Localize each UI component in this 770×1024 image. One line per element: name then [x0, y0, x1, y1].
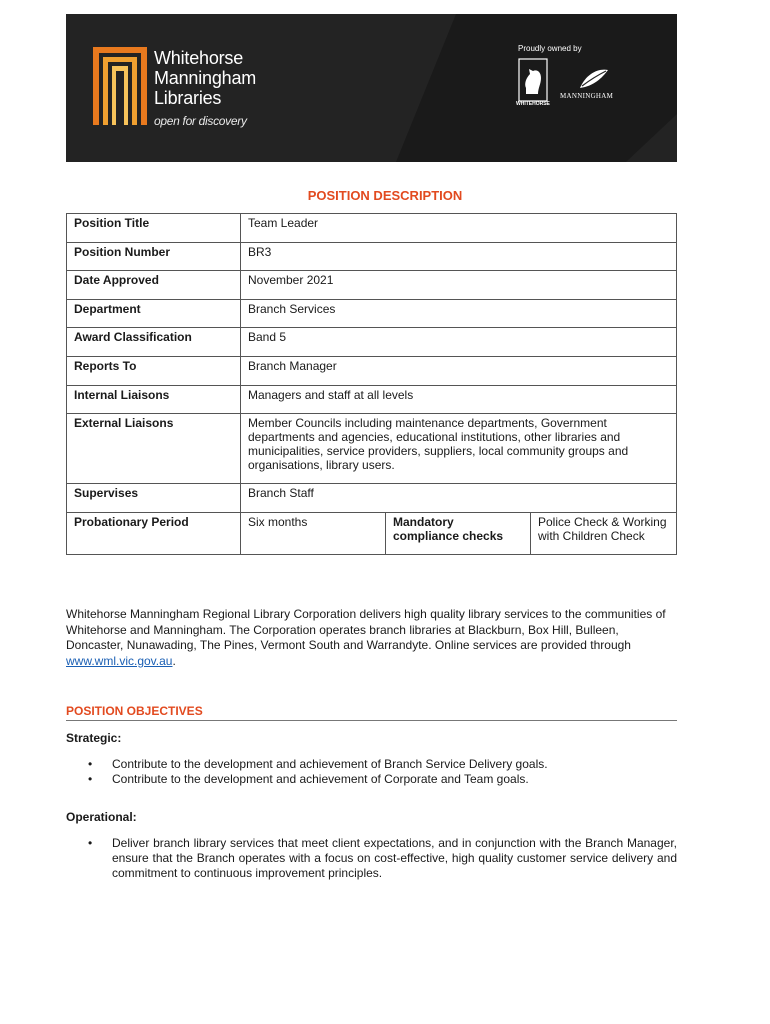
list-item: • Contribute to the development and achievement of Branch Service Delivery goals. — [66, 757, 677, 772]
operational-heading: Operational: — [66, 810, 137, 824]
intro-paragraph — [66, 607, 678, 669]
row-label: Award Classification — [67, 328, 241, 357]
whitehorse-label: WHITEHORSE — [516, 101, 550, 107]
row-value: BR3 — [241, 242, 677, 271]
intro-tail: . — [172, 653, 176, 668]
row-label: Reports To — [67, 356, 241, 385]
manningham-leaf-icon — [576, 66, 610, 94]
row-label: Department — [67, 299, 241, 328]
table-row — [67, 385, 677, 414]
header-banner — [66, 14, 677, 162]
row-value: Branch Staff — [241, 484, 677, 513]
manningham-label: MANNINGHAM — [560, 92, 614, 100]
logo-line-2: Manningham — [154, 68, 257, 88]
website-link[interactable]: www.wml.vic.gov.au — [66, 653, 173, 668]
row-label: External Liaisons — [67, 414, 241, 484]
owned-by-label: Proudly owned by — [518, 44, 582, 53]
mandatory-checks-label: Mandatory compliance checks — [386, 512, 531, 554]
table-row — [67, 328, 677, 357]
operational-list — [66, 836, 677, 881]
probation-value: Six months — [241, 512, 386, 554]
row-label: Supervises — [67, 484, 241, 513]
row-label: Position Title — [67, 214, 241, 243]
row-label: Internal Liaisons — [67, 385, 241, 414]
row-value: Band 5 — [241, 328, 677, 357]
strategic-list — [66, 757, 677, 787]
logo-tagline: open for discovery — [154, 114, 247, 128]
table-row — [67, 299, 677, 328]
table-row — [67, 484, 677, 513]
table-row — [67, 414, 677, 484]
row-label: Date Approved — [67, 271, 241, 300]
probation-label: Probationary Period — [67, 512, 241, 554]
table-row — [67, 271, 677, 300]
row-label: Position Number — [67, 242, 241, 271]
row-value: Managers and staff at all levels — [241, 385, 677, 414]
position-details-table — [66, 213, 677, 555]
library-logo-icon — [93, 47, 147, 125]
section-title-objectives: POSITION OBJECTIVES — [66, 704, 677, 721]
mandatory-checks-value: Police Check & Working with Children Check — [531, 512, 677, 554]
row-value: November 2021 — [241, 271, 677, 300]
row-value: Team Leader — [241, 214, 677, 243]
table-row — [67, 356, 677, 385]
list-item: • Deliver branch library services that meet client expectations, and in conjunction with the Branch Manager, ensure that the Branch operates with a focus on cost-effective, high quality customer service delivery and commitment to continuous improvement principles. — [66, 836, 677, 881]
row-value: Branch Services — [241, 299, 677, 328]
row-value: Branch Manager — [241, 356, 677, 385]
list-item: • Contribute to the development and achievement of Corporate and Team goals. — [66, 772, 677, 787]
library-logo-text — [154, 48, 256, 108]
strategic-heading: Strategic: — [66, 731, 122, 745]
logo-line-1: Whitehorse — [154, 48, 244, 68]
intro-text: Whitehorse Manningham Regional Library Corporation delivers high quality library services to the communities of Whitehorse and Manningham. The Corporation operates branch libraries at Blackburn, Box Hill, Bulleen, Doncaster, Nunawading, The Pines, Vermont South and Warrandyte. Online services are provided through — [66, 607, 666, 652]
logo-line-3: Libraries — [154, 88, 222, 108]
table-row — [67, 242, 677, 271]
row-value: Member Councils including maintenance departments, Government departments and agencies, educational institutions, other libraries and municipalities, service providers, suppliers, local community groups and organisations, library users. — [241, 414, 677, 484]
document-title: POSITION DESCRIPTION — [307, 188, 463, 203]
table-row-probation — [67, 512, 677, 554]
table-row — [67, 214, 677, 243]
